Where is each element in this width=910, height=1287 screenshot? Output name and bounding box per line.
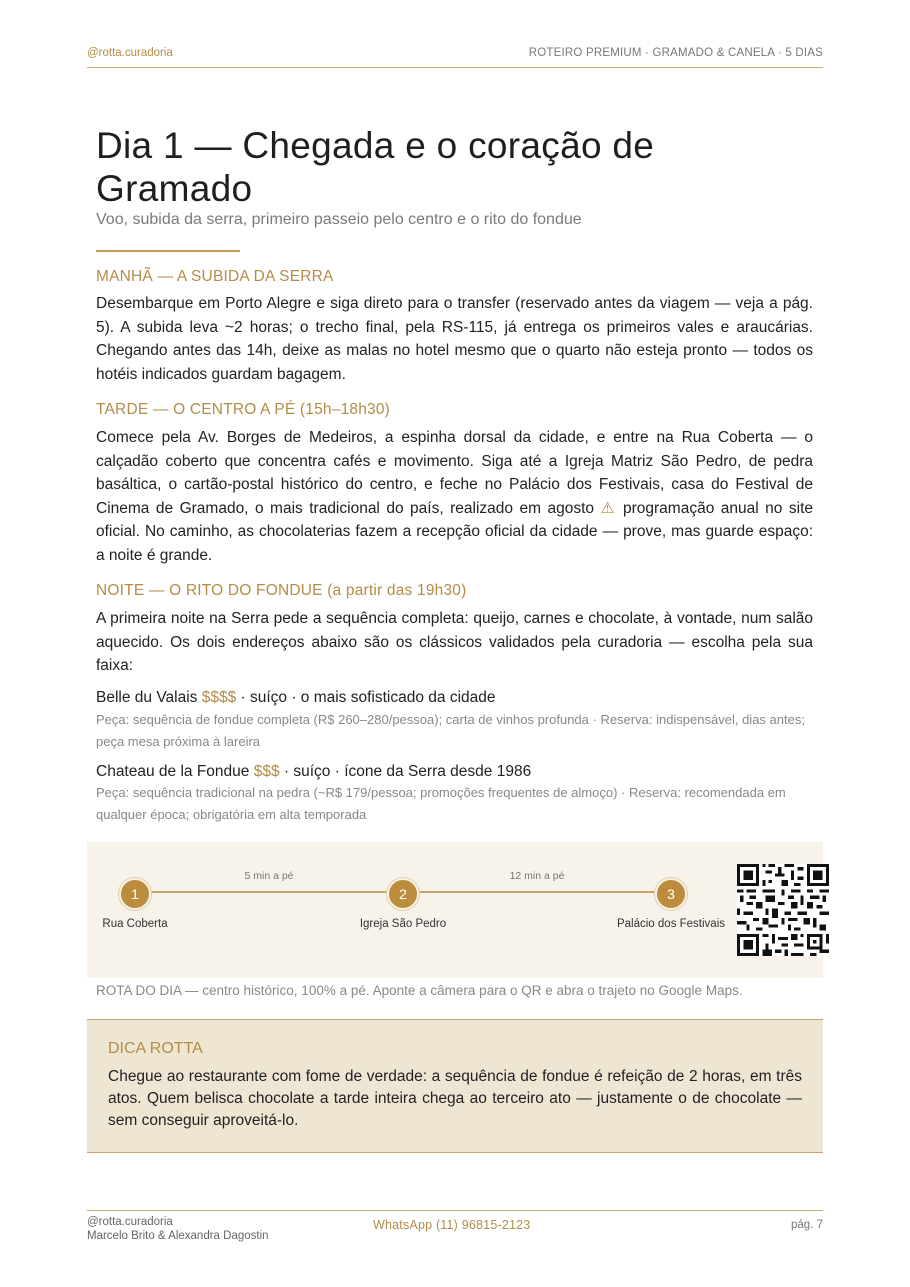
title-divider [96, 250, 240, 252]
restaurant-name: Chateau de la Fondue [96, 763, 250, 780]
page-header [87, 45, 823, 68]
section-body-morning: Desembarque em Porto Alegre e siga direto para o transfer (reservado antes da viagem — veja a pág. 5). A subida leva ~2 horas; o trecho final, pela RS-115, já entrega os primeiros vales e araucárias. Chegando antes das 14h, deixe as malas no hotel mesmo que o quarto não esteja pronto — todos os hotéis indicados guardam bagagem. [96, 295, 813, 383]
page-number: pág. 7 [791, 1219, 823, 1231]
section-heading-morning: MANHÃ — A SUBIDA DA SERRA [96, 268, 334, 285]
section-heading-afternoon: TARDE — O CENTRO A PÉ (15h–18h30) [96, 401, 391, 418]
header-brand: @rotta.curadoria [87, 47, 173, 59]
leg-duration-label: 12 min a pé [509, 870, 565, 882]
footer-brand: @rotta.curadoria [87, 1216, 173, 1228]
section-body-afternoon [96, 426, 813, 567]
route-stop-marker: 3 [655, 878, 687, 910]
route-map [87, 842, 823, 978]
restaurant-tags: · suíço · ícone da Serra desde 1986 [279, 763, 532, 780]
footer-credits [87, 1215, 269, 1243]
restaurant-detail: Peça: sequência de fondue completa (R$ 260–280/pessoa); carta de vinhos profunda · Reserva: indispensável, dias antes; peça mesa próxima à lareira [96, 712, 805, 749]
route-stop-label: Igreja São Pedro [359, 918, 447, 930]
page-footer [87, 1210, 823, 1251]
section-heading-night: NOITE — O RITO DO FONDUE (a partir das 19h30) [96, 582, 467, 599]
whatsapp-contact-link[interactable]: WhatsApp (11) 96815-2123 [373, 1218, 531, 1232]
header-document-title: ROTEIRO PREMIUM · GRAMADO & CANELA · 5 DIAS [528, 47, 823, 59]
tip-body: Chegue ao restaurante com fome de verdade: a sequência de fondue é refeição de 2 horas, em três atos. Quem belisca chocolate a tarde inteira chega ao terceiro ato — justamente o de chocolate — sem conseguir aproveitá-lo. [108, 1068, 802, 1129]
route-caption: ROTA DO DIA — centro histórico, 100% a pé. Aponte a câmera para o QR e abra o trajeto no Google Maps. [96, 983, 743, 998]
qr-code-icon[interactable] [737, 864, 829, 956]
price-level: $$$ [253, 763, 280, 780]
tip-title: DICA ROTTA [108, 1040, 203, 1057]
route-stop-marker: 1 [119, 878, 151, 910]
afternoon-text-part-1: Comece pela Av. Borges de Medeiros, a espinha dorsal da cidade, e entre na Rua Coberta — o calçadão coberto que concentra cafés e movimento. Siga até a Igreja Matriz São Pedro, de pedra basáltica, o cartão-postal histórico do centro, e feche no Palácio dos Festivais, casa do Festival de Cinema de Gramado, o mais tradicional do país, realizado em agosto [96, 429, 813, 517]
route-stop-label: Rua Coberta [102, 918, 168, 930]
route-stop-marker: 2 [387, 878, 419, 910]
warning-icon: ⚠ [600, 499, 617, 517]
page-subtitle: Voo, subida da serra, primeiro passeio pelo centro e o rito do fondue [96, 211, 582, 228]
restaurant-name: Belle du Valais [96, 689, 198, 706]
tip-box [87, 1019, 823, 1153]
price-level: $$$$ [201, 689, 237, 706]
afternoon-text-part-2: programação anual no site oficial. No caminho, as chocolaterias fazem a recepção oficial da cidade — prove, mas guarde espaço: a noite é grande. [96, 499, 813, 564]
section-body-night: A primeira noite na Serra pede a sequência completa: queijo, carnes e chocolate, à vontade, num salão aquecido. Os dois endereços abaixo são os clássicos validados pela curadoria — escolha pela sua faixa: [96, 610, 813, 674]
restaurant-tags: · suíço · o mais sofisticado da cidade [236, 689, 496, 706]
leg-duration-label: 5 min a pé [244, 870, 294, 882]
restaurant-detail: Peça: sequência tradicional na pedra (~R$ 179/pessoa; promoções frequentes de almoço) · Reserva: recomendada em qualquer época; obrigatória em alta temporada [96, 785, 786, 822]
restaurant-entry [96, 689, 496, 707]
page-title: Dia 1 — Chegada e o coração de Gramado [96, 125, 655, 209]
footer-authors: Marcelo Brito & Alexandra Dagostin [87, 1230, 269, 1242]
route-stop-label: Palácio dos Festivais [616, 918, 726, 930]
restaurant-entry [96, 763, 531, 781]
